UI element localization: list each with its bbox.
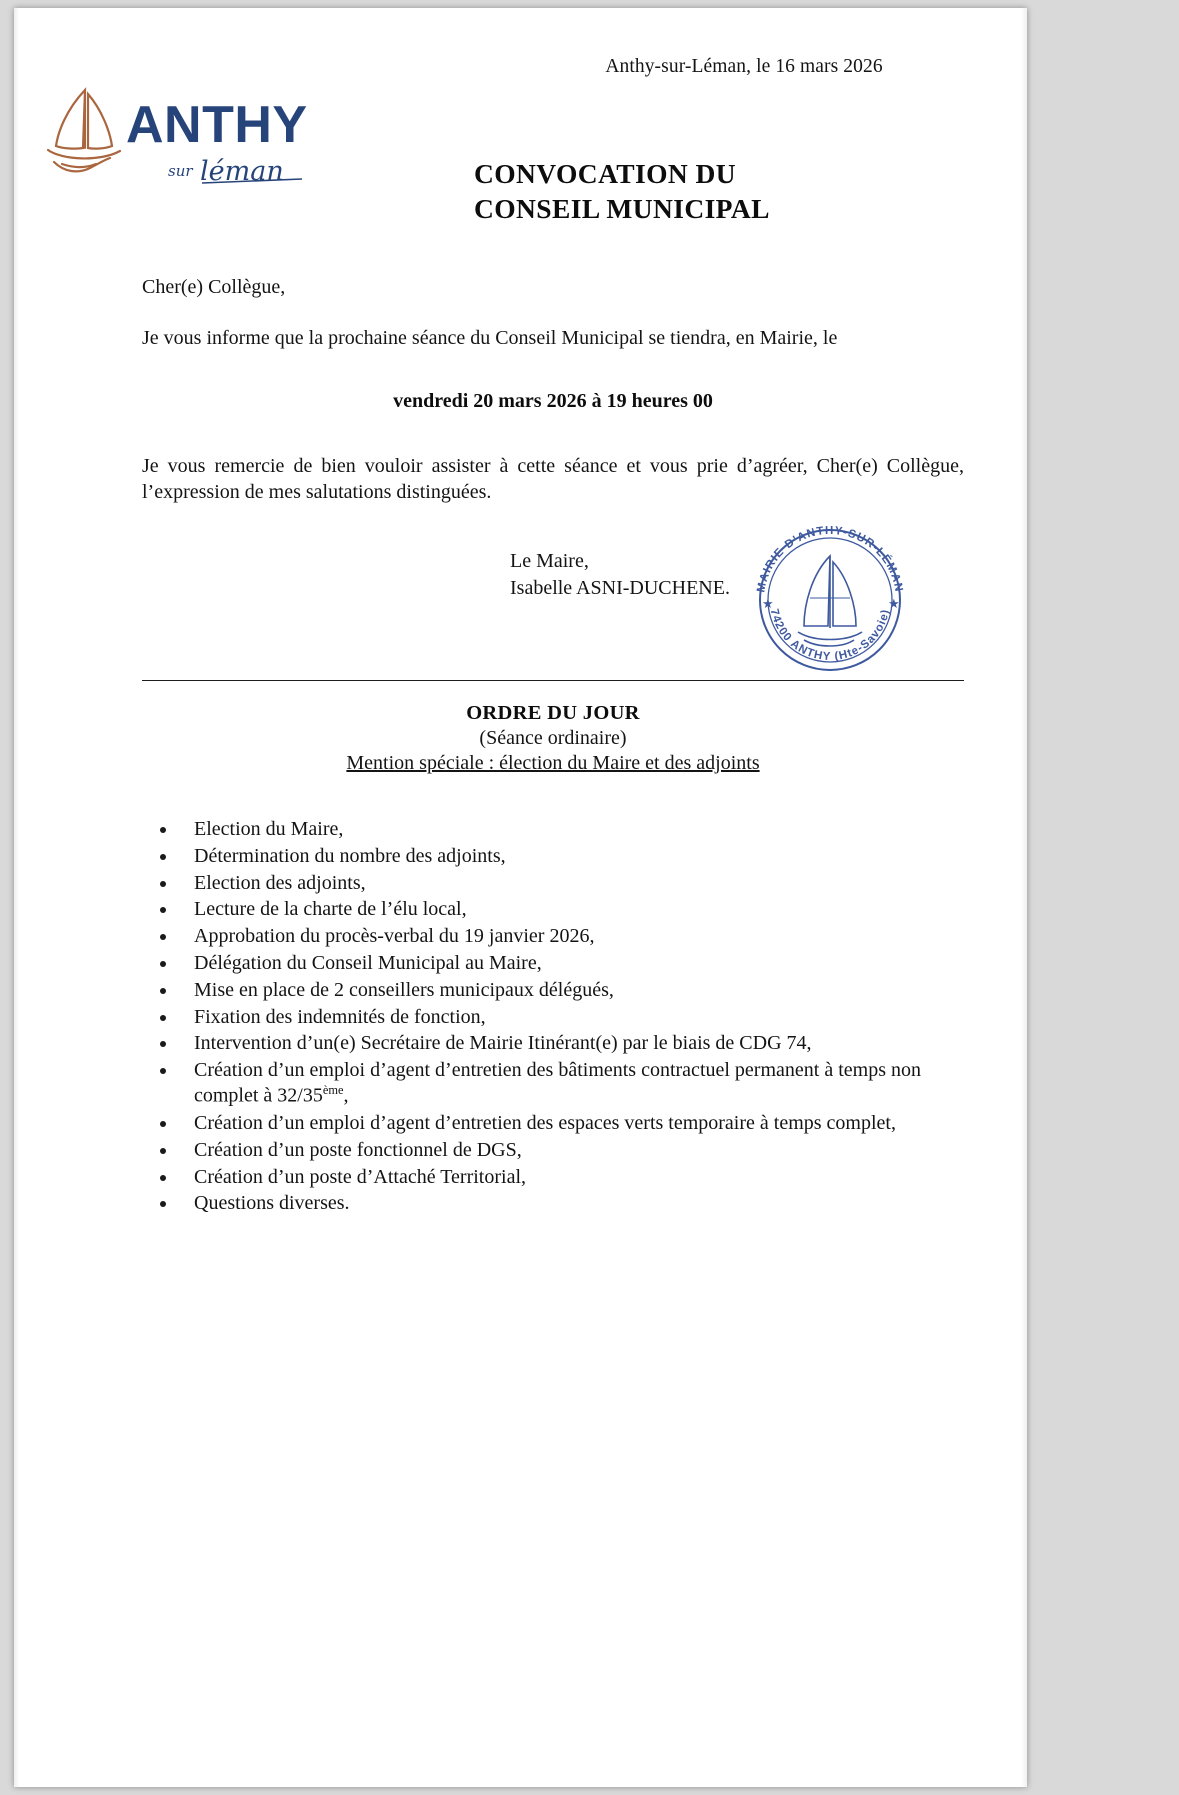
closing-paragraph: Je vous remercie de bien vouloir assister à cette séance et vous prie d’agréer, Cher(e) Collègue, l’expression de mes salutations distinguées.: [142, 455, 964, 504]
page-edge-shadow-left: [14, 8, 19, 1787]
agenda-item: Intervention d’un(e) Secrétaire de Mairie Itinérant(e) par le biais de CDG 74,: [142, 1031, 964, 1056]
agenda-item: Lecture de la charte de l’élu local,: [142, 897, 964, 922]
agenda-item: Approbation du procès-verbal du 19 janvier 2026,: [142, 924, 964, 949]
page-title: [474, 156, 894, 226]
agenda-note-text: Mention spéciale : élection du Maire et des adjoints: [346, 752, 760, 774]
signature-name: Isabelle ASNI-DUCHENE.: [510, 576, 730, 599]
signature-role: Le Maire,: [510, 549, 589, 572]
agenda-item: Création d’un poste fonctionnel de DGS,: [142, 1138, 964, 1163]
agenda-section: [142, 702, 964, 1218]
agenda-item: Délégation du Conseil Municipal au Maire,: [142, 951, 964, 976]
document-date: Anthy-sur-Léman, le 16 mars 2026: [605, 56, 883, 77]
agenda-item: Création d’un emploi d’agent d’entretien des bâtiments contractuel permanent à temps non complet à 32/35ème,: [142, 1058, 964, 1109]
title-line-1: CONVOCATION DU: [474, 158, 736, 189]
agenda-item: Fixation des indemnités de fonction,: [142, 1005, 964, 1030]
logo-wordmark: ANTHY: [126, 96, 308, 154]
intro-paragraph: Je vous informe que la prochaine séance du Conseil Municipal se tiendra, en Mairie, le: [142, 327, 838, 349]
agenda-item: Election des adjoints,: [142, 871, 964, 896]
section-divider: [142, 680, 964, 681]
document-page: [14, 8, 1027, 1787]
svg-text:léman: léman: [200, 156, 284, 186]
agenda-title: ORDRE DU JOUR: [466, 702, 640, 724]
salutation: Cher(e) Collègue,: [142, 276, 286, 298]
stamp-sailboat-icon: [798, 556, 862, 646]
page-edge-shadow-right: [1021, 8, 1027, 1787]
agenda-item: Création d’un emploi d’agent d’entretien des espaces verts temporaire à temps complet,: [142, 1111, 964, 1136]
agenda-item: Mise en place de 2 conseillers municipaux délégués,: [142, 978, 964, 1003]
agenda-item: Détermination du nombre des adjoints,: [142, 844, 964, 869]
agenda-item-superscript: ème: [322, 1083, 344, 1098]
svg-text:sur: sur: [168, 162, 193, 180]
logo-tagline: [168, 156, 302, 186]
agenda-item-list: [142, 817, 964, 1217]
stamp-star-left: ★: [762, 596, 774, 611]
agenda-item: Questions diverses.: [142, 1191, 964, 1216]
agenda-subtitle: (Séance ordinaire): [479, 727, 627, 749]
agenda-item: Création d’un poste d’Attaché Territorial,: [142, 1165, 964, 1190]
stamp-top-text: MAIRIE D'ANTHY-SUR-LÉMAN: [755, 524, 905, 594]
official-stamp: [742, 508, 918, 684]
agenda-note: [142, 752, 964, 775]
anthy-logo: [40, 76, 310, 186]
title-line-2: CONSEIL MUNICIPAL: [474, 193, 770, 225]
meeting-datetime: vendredi 20 mars 2026 à 19 heures 00: [393, 390, 713, 412]
stamp-star-right: ★: [888, 596, 900, 611]
agenda-item: Election du Maire,: [142, 817, 964, 842]
sailboat-icon: [48, 90, 120, 171]
stamp-bottom-text: 74200 ANTHY (Hte-Savoie): [767, 607, 893, 664]
